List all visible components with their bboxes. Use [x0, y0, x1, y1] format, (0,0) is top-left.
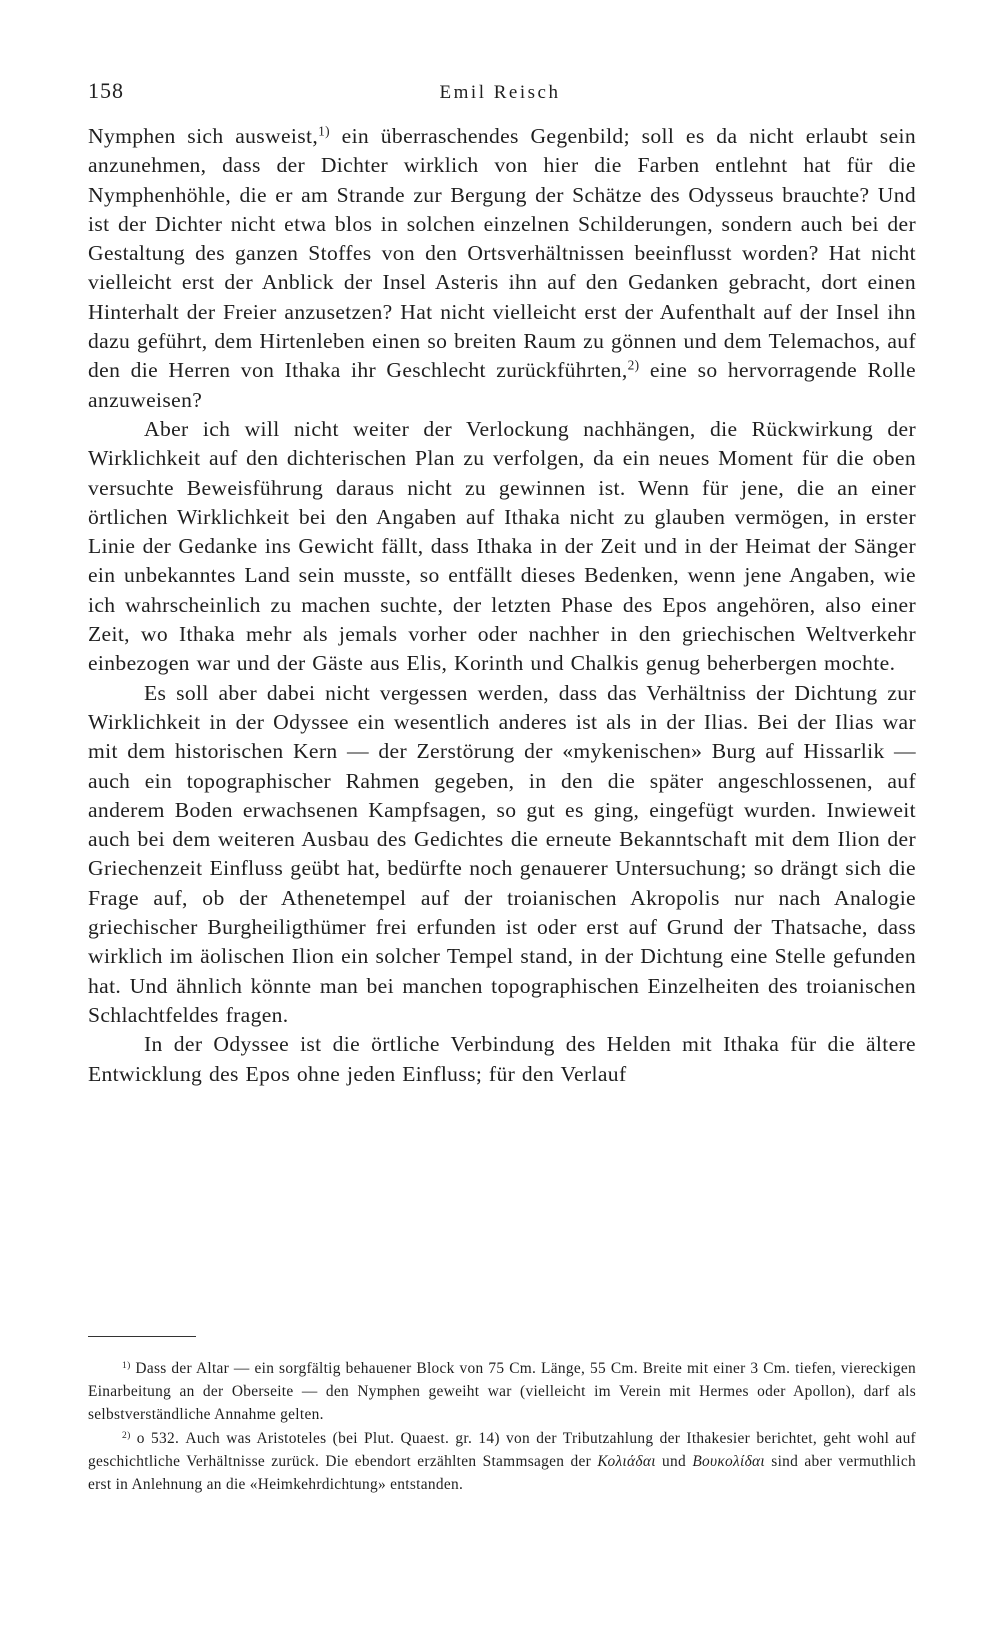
footnote-2-marker: 2)	[122, 1429, 131, 1441]
paragraph-1	[88, 122, 916, 415]
running-head: Emil Reisch	[439, 82, 561, 103]
footnotes	[88, 1357, 916, 1496]
page-header	[88, 78, 912, 108]
footnote-2-greek-koliadai: Κολιάδαι	[597, 1452, 656, 1470]
paragraph-3: Es soll aber dabei nicht vergessen werden, dass das Verhältniss der Dichtung zur Wirklichkeit in der Odyssee ein wesentlich anderes ist als in der Ilias. Bei der Ilias war mit dem historischen Kern — der Zerstörung der «mykenischen» Burg auf Hissarlik — auch ein topographischer Rahmen gegeben, in den die später angeschlossenen, auf anderem Boden erwachsenen Kampfsagen, so gut es ging, eingefügt wurden. Inwieweit auch bei dem weiteren Ausbau des Gedichtes die erneute Bekanntschaft mit dem Ilion der Griechenzeit Einfluss geübt hat, bedürfte noch genauerer Untersuchung; so drängt sich die Frage auf, ob der Athenetempel auf der troianischen Akropolis nur nach Analogie griechischer Burgheiligthümer frei erfunden ist oder erst auf Grund der Thatsache, dass wirklich im äolischen Ilion ein solcher Tempel stand, in der Dichtung eine Stelle gefunden hat. Und ähnlich könnte man bei manchen topographischen Einzelheiten des troianischen Schlachtfeldes fragen.	[88, 680, 916, 1027]
footnote-1-marker: 1)	[122, 1359, 131, 1371]
paragraph-1-text: Nymphen sich ausweist,	[88, 124, 319, 148]
paragraph-4: In der Odyssee ist die örtliche Verbindung des Helden mit Ithaka für die ältere Entwicklung des Epos ohne jeden Einfluss; für den Verlauf	[88, 1032, 916, 1086]
paragraph-1-text-end: eine so hervorragende Rolle anzuweisen?	[88, 358, 916, 412]
footnote-2-greek-boukolidai: Βουκολίδαι	[692, 1452, 766, 1470]
footnote-ref-2: 2)	[627, 358, 640, 374]
footnote-ref-1: 1)	[318, 123, 330, 139]
footnote-2-text-mid: und	[655, 1452, 693, 1470]
footnote-2-text: ο 532. Auch was Aristoteles (bei Plut. Quaest. gr. 14) von der Tributzahlung der Ithakesier berichtet, geht wohl auf geschichtliche Verhältnisse zurück. Die ebendort erzählten Stammsagen der	[88, 1429, 916, 1470]
footnote-1	[88, 1357, 916, 1427]
paragraph-1-text-cont: ein überraschendes Gegenbild; soll es da nicht erlaubt sein anzunehmen, dass der Dichter wirklich von hier die Farben entlehnt hat für die Nymphenhöhle, die er am Strande zur Bergung der Schätze des Odysseus brauchte? Und ist der Dichter nicht etwa blos in solchen einzelnen Schilderungen, sondern auch bei der Gestaltung des ganzen Stoffes von den Ortsverhältnissen beeinflusst worden? Hat nicht vielleicht erst der Anblick der Insel Asteris ihn auf den Gedanken gebracht, dort einen Hinterhalt der Freier anzusetzen? Hat nicht vielleicht erst der Aufenthalt auf der Insel ihn dazu geführt, dem Hirtenleben einen so breiten Raum zu gönnen und dem Telemachos, auf den die Herren von Ithaka ihr Geschlecht zurückführten,	[88, 124, 916, 383]
footnote-2	[88, 1427, 916, 1497]
paragraph-2: Aber ich will nicht weiter der Verlockung nachhängen, die Rückwirkung der Wirklichkeit auf den dichterischen Plan zu verfolgen, da ein neues Moment für die oben versuchte Beweisführung daraus nicht zu gewinnen ist. Wenn für jene, die an einer örtlichen Wirklichkeit bei den Angaben auf Ithaka nicht zu glauben vermögen, in erster Linie der Gedanke ins Gewicht fällt, dass Ithaka in der Zeit und in der Heimat der Sänger ein unbekanntes Land sein musste, so entfällt dieses Bedenken, wenn jene Angaben, wie ich wahrscheinlich zu machen suchte, der letzten Phase des Epos angehören, also einer Zeit, wo Ithaka mehr als jemals vorher oder nachher in den griechischen Weltverkehr einbezogen war und der Gäste aus Elis, Korinth und Chalkis genug beherbergen mochte.	[88, 416, 916, 676]
footnote-2-text-end: sind aber vermuthlich erst in Anlehnung an die «Heimkehrdichtung» entstanden.	[88, 1452, 917, 1494]
body-text	[88, 122, 916, 1089]
page-number: 158	[88, 78, 124, 103]
footnote-1-text: Dass der Altar — ein sorgfältig behauener Block von 75 Cm. Länge, 55 Cm. Breite mit einer 3 Cm. tiefen, viereckigen Einarbeitung an der Oberseite — den Nymphen geweiht war (vielleicht im Verein mit Hermes oder Apollon), darf als selbstverständliche Annahme gelten.	[88, 1360, 916, 1424]
footnote-divider	[88, 1336, 196, 1337]
